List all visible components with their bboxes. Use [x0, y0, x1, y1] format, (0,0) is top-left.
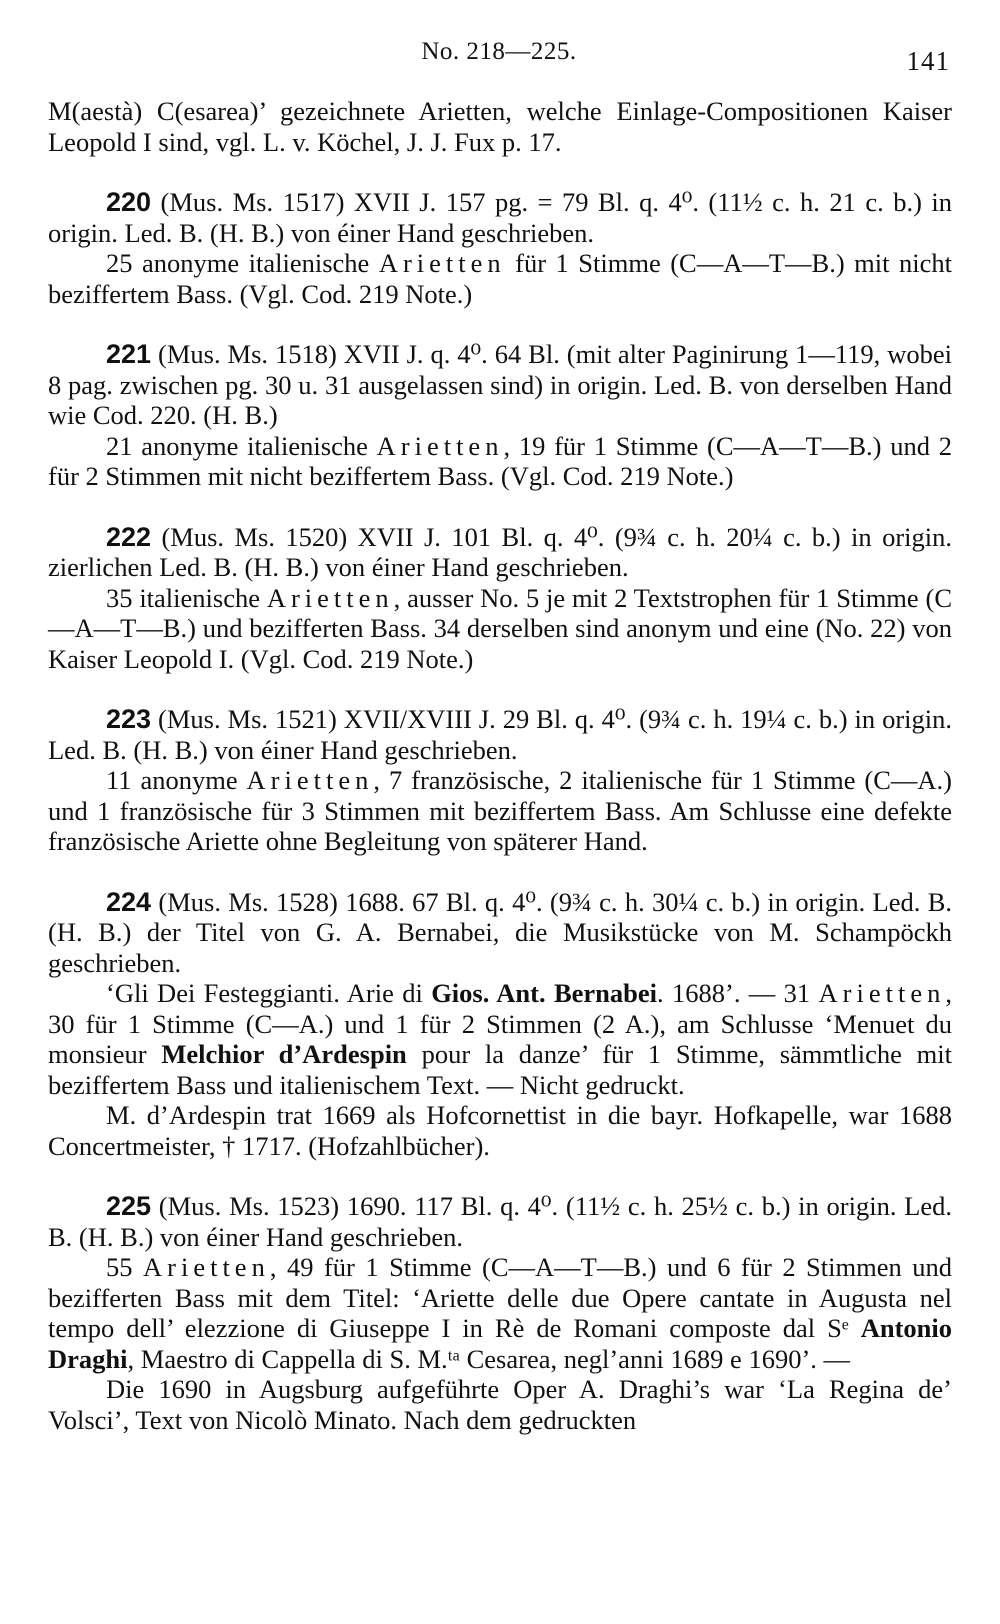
- entry-contents: [48, 583, 952, 675]
- entry-contents: [48, 978, 952, 1100]
- contents-text: 21 anonyme italienische: [106, 430, 377, 461]
- composer-name: Gios. Ant. Bernabei: [431, 978, 657, 1008]
- entry-contents: [48, 431, 952, 492]
- catalog-entry-220: [48, 187, 952, 309]
- spaced-term: Arietten: [376, 430, 504, 461]
- entry-number: 223: [106, 704, 152, 734]
- contents-text: 35 italienische: [106, 582, 267, 613]
- contents-text: , 7 französische, 2 italienische für 1 Stimme (C—A.) und 1 französische für 3 Stimmen mit beziffertem Bass. Am Schlusse eine defekte französische Ariette ohne Begleitung von späterer Hand.: [48, 765, 952, 856]
- entry-details: (Mus. Ms. 1521) XVII/XVIII J. 29 Bl. q. 4⁰. (9¾ c. h. 19¼ c. b.) in origin. Led. B. (H. B.) von éiner Hand geschrieben.: [48, 704, 952, 765]
- contents-text: , 19 für 1 Stimme (C—A—T—B.) und 2 für 2 Stimmen mit nicht beziffertem Bass. (Vgl. Cod. 219 Note.): [48, 430, 952, 491]
- contents-text: für 1 Stimme (C—A—T—B.) mit nicht beziffertem Bass. (Vgl. Cod. 219 Note.): [48, 248, 953, 309]
- page-number: 141: [906, 46, 950, 76]
- contents-text: 25 anonyme italienische: [106, 248, 379, 278]
- contents-text: 55: [106, 1252, 143, 1282]
- entry-details: (Mus. Ms. 1520) XVII J. 101 Bl. q. 4⁰. (9¾ c. h. 20¼ c. b.) in origin. zierlichen Led. B. (H. B.) von éiner Hand geschrieben.: [48, 521, 952, 582]
- entry-number: 225: [106, 1191, 152, 1221]
- entry-details: (Mus. Ms. 1518) XVII J. q. 4⁰. 64 Bl. (mit alter Paginirung 1—119, wobei 8 pag. zwischen pg. 30 u. 31 ausgelassen sind) in origin. Led. B. von derselben Hand wie Cod. 220. (H. B.): [48, 339, 952, 430]
- entry-description: [48, 339, 952, 431]
- entry-description: [48, 1191, 952, 1252]
- catalog-entry-221: [48, 339, 952, 492]
- spaced-term: Arietten: [378, 248, 506, 278]
- entry-note: M. d’Ardespin trat 1669 als Hofcornettist in die bayr. Hofkapelle, war 1688 Concertmeister, † 1717. (Hofzahlbücher).: [48, 1100, 952, 1161]
- entry-details: (Mus. Ms. 1523) 1690. 117 Bl. q. 4⁰. (11½ c. h. 25½ c. b.) in origin. Led. B. (H. B.) von éiner Hand geschrieben.: [48, 1191, 952, 1252]
- spaced-term: Arietten: [818, 978, 946, 1008]
- entry-contents: [48, 765, 952, 857]
- contents-text: pour la danze’ für 1 Stimme, sämmtliche mit beziffertem Bass und italienischem Text. — Nicht gedruckt.: [48, 1039, 952, 1100]
- entry-details: (Mus. Ms. 1528) 1688. 67 Bl. q. 4⁰. (9¾ c. h. 30¼ c. b.) in origin. Led. B. (H. B.) der Titel von G. A. Bernabei, die Musikstücke von M. Schampöckh geschrieben.: [48, 886, 952, 978]
- entry-note: Die 1690 in Augsburg aufgeführte Oper A. Draghi’s war ‘La Regina de’ Volsci’, Text von Nicolò Minato. Nach dem gedruckten: [48, 1374, 952, 1435]
- contents-text: 11 anonyme: [106, 765, 247, 795]
- spaced-term: Arietten: [246, 765, 374, 795]
- catalog-entry-225: [48, 1191, 952, 1435]
- catalog-entry-223: [48, 704, 952, 857]
- page-body: [48, 96, 952, 1465]
- entry-number: 224: [106, 886, 152, 917]
- contents-text: , 49 für 1 Stimme (C—A—T—B.) und 6 für 2 Stimmen und bezifferten Bass mit dem Titel: ‘Ariette delle due Opere cantate in Augusta nel tempo dell’ elezzione di Giuseppe I in Rè de Romani composte dal Sᵉ: [48, 1252, 953, 1343]
- title-text: ‘Gli Dei Festeggianti. Arie di: [106, 978, 432, 1008]
- entry-contents: [48, 248, 952, 309]
- intro-text: M(aestà) C(esarea)’ gezeichnete Arietten, welche Einlage-Compositionen Kaiser Leopold I sind, vgl. L. v. Köchel, J. J. Fux p. 17.: [48, 96, 952, 157]
- entry-description: [48, 187, 952, 248]
- entry-number: 220: [106, 187, 152, 217]
- catalog-entry-224: [48, 887, 952, 1162]
- title-text: . 1688’. — 31: [657, 978, 819, 1008]
- entry-description: [48, 704, 952, 765]
- entry-description: [48, 522, 952, 583]
- entry-details: (Mus. Ms. 1517) XVII J. 157 pg. = 79 Bl. q. 4⁰. (11½ c. h. 21 c. b.) in origin. Led. B. (H. B.) von éiner Hand geschrieben.: [48, 187, 952, 248]
- composer-name: Antonio Draghi: [48, 1313, 952, 1374]
- intro-paragraph: [48, 96, 952, 157]
- running-head: No. 218—225.: [421, 38, 577, 65]
- entry-contents: [48, 1252, 952, 1374]
- catalog-entry-222: [48, 522, 952, 675]
- spaced-term: Arietten: [143, 1252, 270, 1282]
- entry-number: 222: [106, 521, 152, 552]
- contents-text: , ausser No. 5 je mit 2 Textstrophen für 1 Stimme (C—A—T—B.) und bezifferten Bass. 34 derselben sind anonym und eine (No. 22) von Kaiser Leopold I. (Vgl. Cod. 219 Note.): [48, 582, 952, 674]
- contents-text: , 30 für 1 Stimme (C—A.) und 1 für 2 Stimmen (2 A.), am Schlusse ‘Menuet du monsieur: [48, 978, 952, 1069]
- entry-description: [48, 887, 952, 979]
- page-header: [48, 36, 950, 76]
- spaced-term: Arietten: [266, 582, 394, 613]
- composer-name: Melchior d’Ardespin: [161, 1039, 407, 1069]
- contents-text: , Maestro di Cappella di S. M.ᵗᵃ Cesarea, negl’anni 1689 e 1690’. —: [127, 1343, 851, 1374]
- entry-number: 221: [106, 339, 152, 369]
